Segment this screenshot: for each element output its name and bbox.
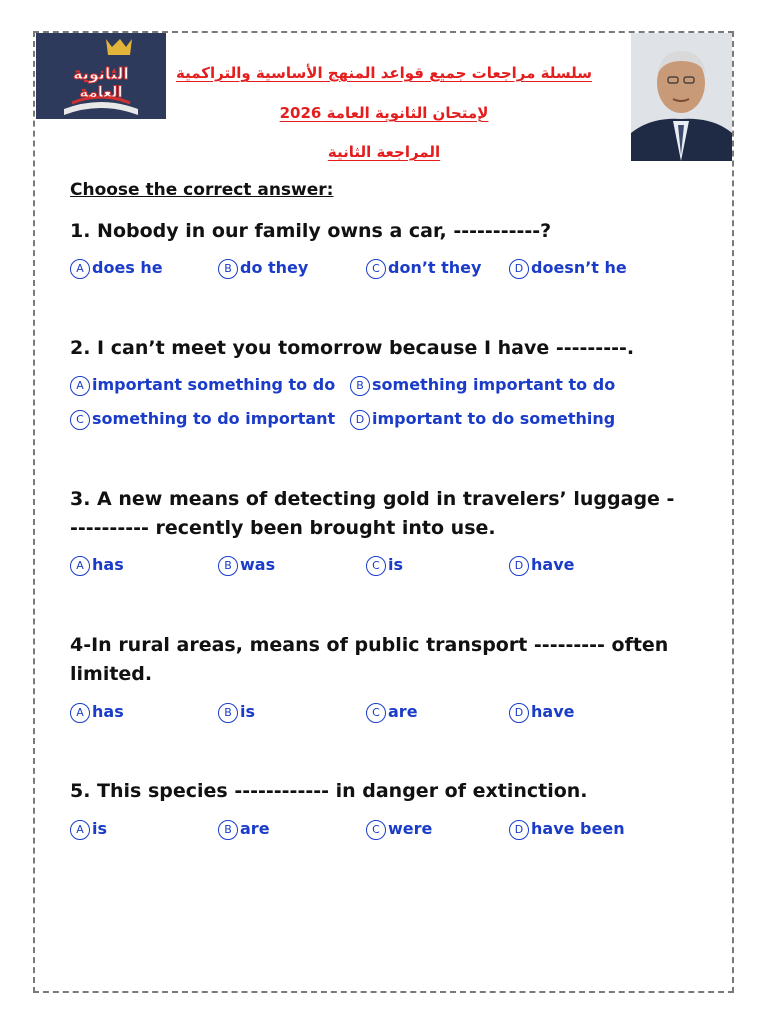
option-c-marker: C	[366, 703, 386, 723]
svg-text:العامة: العامة	[79, 83, 123, 101]
option-d-marker: D	[509, 259, 529, 279]
option-text: was	[240, 555, 276, 574]
q2-option-c[interactable]	[70, 409, 335, 430]
q5-option-b[interactable]	[218, 819, 270, 840]
q1-option-d[interactable]	[509, 258, 627, 279]
option-text: something to do important	[92, 409, 336, 428]
option-c-marker: C	[70, 410, 90, 430]
option-text: are	[240, 819, 270, 838]
option-text: is	[388, 555, 404, 574]
question-2: 2. I can’t meet you tomorrow because I have ---------.	[70, 337, 635, 359]
option-text: were	[388, 819, 433, 838]
q2-option-a[interactable]	[70, 375, 335, 396]
option-text: important to do something	[372, 409, 616, 428]
teacher-portrait	[631, 33, 732, 161]
q3-option-b[interactable]	[218, 555, 275, 576]
option-b-marker: B	[218, 703, 238, 723]
option-text: don’t they	[388, 258, 482, 277]
option-a-marker: A	[70, 820, 90, 840]
q5-option-d[interactable]	[509, 819, 625, 840]
option-text: something important to do	[372, 375, 616, 394]
option-a-marker: A	[70, 556, 90, 576]
option-text: have	[531, 702, 575, 721]
question-1: 1. Nobody in our family owns a car, -----------?	[70, 220, 552, 242]
teacher-photo	[631, 33, 732, 161]
option-text: does he	[92, 258, 163, 277]
option-a-marker: A	[70, 703, 90, 723]
option-text: have	[531, 555, 575, 574]
question-3-line-2: ---------- recently been brought into use.	[70, 517, 496, 539]
option-text: is	[240, 702, 256, 721]
exam-title: لإمتحان الثانوية العامة 2026	[279, 104, 489, 122]
series-title: سلسلة مراجعات جميع قواعد المنهج الأساسية والتراكمية	[176, 64, 592, 82]
q3-option-d[interactable]	[509, 555, 574, 576]
option-text: are	[388, 702, 418, 721]
option-text: doesn’t he	[531, 258, 627, 277]
option-a-marker: A	[70, 259, 90, 279]
q4-option-c[interactable]	[366, 702, 418, 723]
q2-option-b[interactable]	[350, 375, 615, 396]
q3-option-a[interactable]	[70, 555, 124, 576]
option-b-marker: B	[218, 556, 238, 576]
option-c-marker: C	[366, 820, 386, 840]
q5-option-c[interactable]	[366, 819, 432, 840]
q1-option-a[interactable]	[70, 258, 163, 279]
q4-option-a[interactable]	[70, 702, 124, 723]
option-d-marker: D	[509, 556, 529, 576]
q1-option-c[interactable]	[366, 258, 481, 279]
svg-text:الثانوية: الثانوية	[73, 64, 129, 83]
q1-option-b[interactable]	[218, 258, 308, 279]
option-d-marker: D	[509, 703, 529, 723]
question-4	[70, 631, 710, 689]
option-a-marker: A	[70, 376, 90, 396]
q4-option-b[interactable]	[218, 702, 255, 723]
option-text: has	[92, 555, 124, 574]
q3-option-c[interactable]	[366, 555, 403, 576]
q2-option-d[interactable]	[350, 409, 615, 430]
option-b-marker: B	[350, 376, 370, 396]
instruction-heading: Choose the correct answer:	[70, 180, 334, 200]
option-d-marker: D	[509, 820, 529, 840]
q4-option-d[interactable]	[509, 702, 574, 723]
question-4-line-2: limited.	[70, 663, 153, 685]
question-4-line-1: 4-In rural areas, means of public transport --------- often	[70, 634, 669, 656]
option-text: have been	[531, 819, 625, 838]
question-3	[70, 485, 710, 543]
question-5: 5. This species ------------ in danger of extinction.	[70, 780, 588, 802]
option-text: has	[92, 702, 124, 721]
option-c-marker: C	[366, 259, 386, 279]
option-c-marker: C	[366, 556, 386, 576]
option-b-marker: B	[218, 259, 238, 279]
option-d-marker: D	[350, 410, 370, 430]
question-3-line-1: 3. A new means of detecting gold in travelers’ luggage -	[70, 488, 675, 510]
review-title: المراجعة الثانية	[327, 143, 441, 161]
option-b-marker: B	[218, 820, 238, 840]
option-text: is	[92, 819, 108, 838]
option-text: important something to do	[92, 375, 336, 394]
option-text: do they	[240, 258, 309, 277]
q5-option-a[interactable]	[70, 819, 107, 840]
